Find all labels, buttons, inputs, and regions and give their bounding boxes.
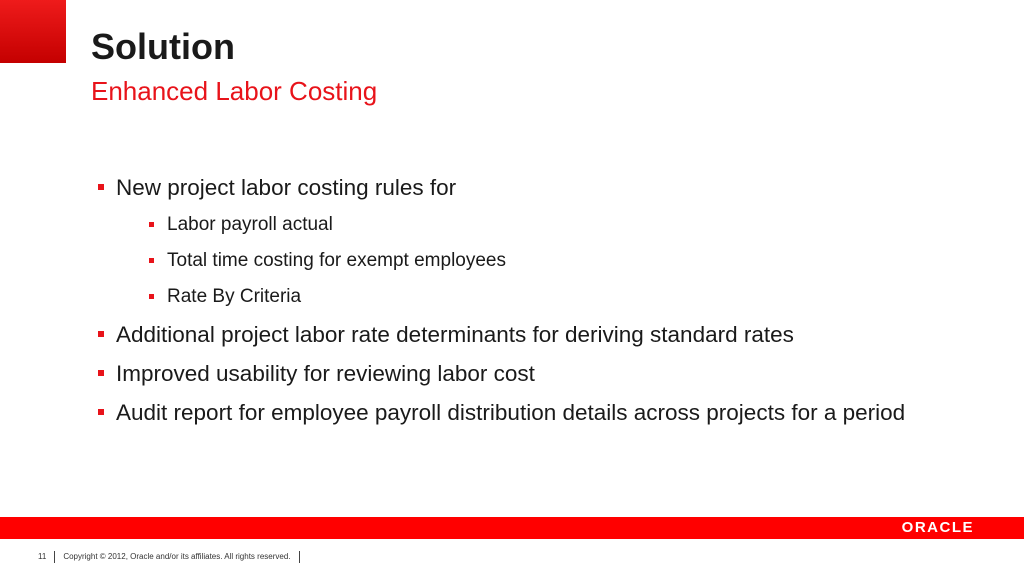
- bullet-text: Audit report for employee payroll distribution details across projects for a period: [116, 400, 906, 425]
- page-number: 11: [38, 552, 47, 562]
- footer-info: [38, 551, 308, 563]
- sub-bullet-text: Labor payroll actual: [167, 214, 333, 235]
- slide-subtitle: Enhanced Labor Costing: [91, 76, 378, 106]
- bullet-square-icon: [149, 294, 154, 299]
- sub-bullet-item: [149, 211, 978, 239]
- bullet-square-icon: [149, 222, 154, 227]
- sub-bullet-item: [149, 247, 978, 275]
- bullet-square-icon: [98, 370, 104, 376]
- footer-red-bar: [0, 517, 1024, 539]
- sub-bullet-text: Total time costing for exempt employees: [167, 250, 506, 271]
- divider: [299, 551, 300, 563]
- bullet-text: Additional project labor rate determinants for deriving standard rates: [116, 322, 794, 347]
- bullet-item: [98, 319, 978, 350]
- sub-bullet-text: Rate By Criteria: [167, 286, 302, 307]
- bullet-item: [98, 397, 978, 428]
- bullet-square-icon: [149, 258, 154, 263]
- sub-bullet-item: [149, 283, 978, 311]
- bullet-square-icon: [98, 409, 104, 415]
- bullet-item: [98, 358, 978, 389]
- bullet-square-icon: [98, 331, 104, 337]
- copyright-text: Copyright © 2012, Oracle and/or its affiliates. All rights reserved.: [63, 552, 291, 562]
- bullet-text: Improved usability for reviewing labor cost: [116, 361, 535, 386]
- corner-accent-block: [0, 0, 66, 63]
- oracle-logo: ORACLE: [901, 519, 974, 536]
- divider: [54, 551, 55, 563]
- slide-title: Solution: [91, 26, 235, 67]
- bullet-item: [98, 172, 978, 203]
- bullet-list: [98, 172, 978, 436]
- bullet-text: New project labor costing rules for: [116, 175, 457, 200]
- bullet-square-icon: [98, 184, 104, 190]
